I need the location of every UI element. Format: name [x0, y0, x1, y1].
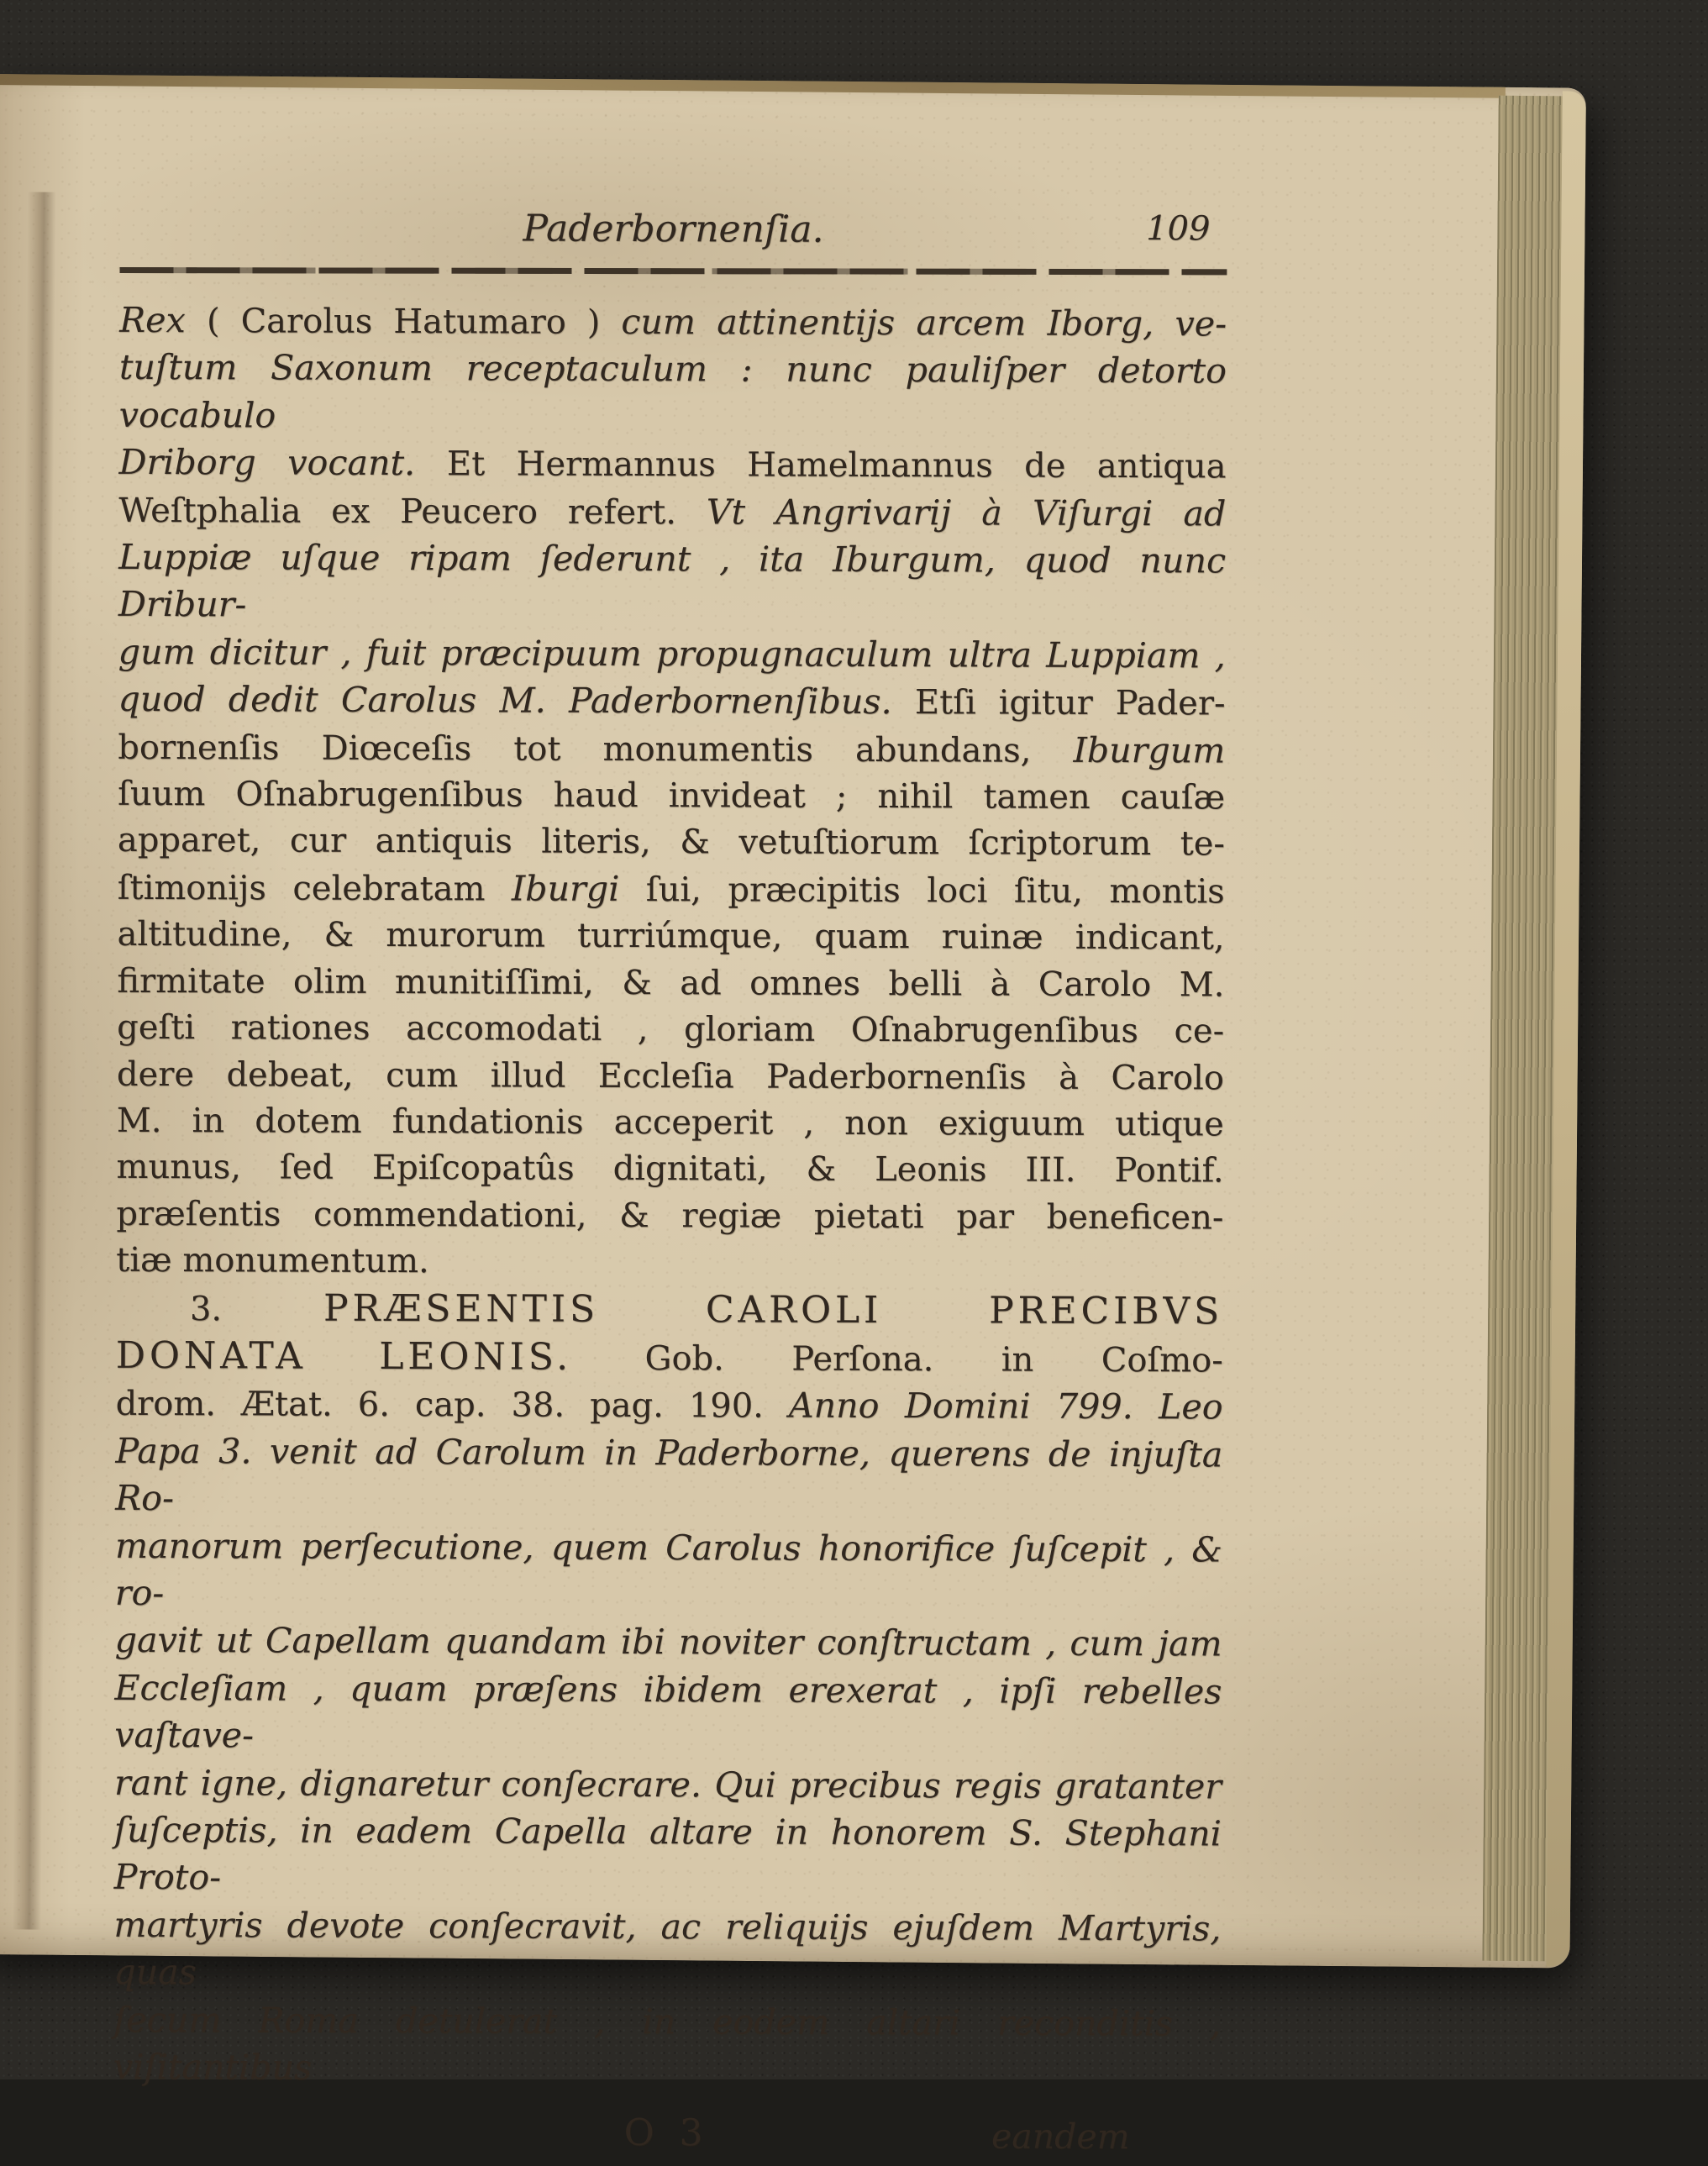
text-line [118, 865, 1225, 916]
text-line [116, 1284, 1223, 1336]
line-segment: cum attinentijs arcem Iborg, ve- [621, 301, 1227, 344]
text-line [114, 1759, 1222, 1811]
line-segment: dere debeat, cum illud Eccleſia Paderbornenſis à Carolo [116, 1054, 1225, 1097]
text-line [118, 439, 1226, 491]
line-segment: ſuſceptis, in eadem Capella altare in honorem S. Stephani Proto- [113, 1809, 1222, 1898]
line-segment: Papa 3. venit ad Carolum in Paderborne, querens de injuſta Ro- [115, 1430, 1223, 1519]
text-lines [113, 297, 1227, 2095]
text-line [116, 1238, 1223, 1288]
text-line [115, 1617, 1222, 1669]
line-segment: Rex [119, 299, 208, 341]
text-line [116, 1333, 1223, 1385]
text-block [113, 202, 1227, 2157]
line-segment: ſecum Roma detulerat , in eodem altari reconditis , viſitantibus [113, 1999, 1222, 2088]
text-line [119, 297, 1227, 349]
text-line [115, 1522, 1222, 1621]
line-segment: apparet, cur antiquis literis, & vetuſtiorum ſcriptorum te- [117, 821, 1226, 864]
text-line [118, 486, 1226, 538]
line-segment: ſui, præcipitis loci ſitu, montis [619, 870, 1225, 912]
text-line [116, 1380, 1223, 1432]
text-line [115, 1428, 1222, 1527]
header-rule [119, 267, 1227, 275]
line-segment: munus, ſed Epiſcopatûs dignitati, & Leonis III. Pontif. [116, 1148, 1224, 1191]
page-number: 109 [1146, 209, 1211, 249]
line-segment: ſtimonijs celebratam [117, 868, 512, 909]
line-segment: Gob. Perſona. in Coſmo- [644, 1339, 1223, 1380]
book-page [0, 74, 1586, 2158]
line-segment: Et Hermannus Hamelmannus de antiqua [446, 444, 1227, 486]
page-header [119, 202, 1227, 262]
line-segment: altitudine, & murorum turriúmque, quam ruinæ indicant, [117, 915, 1225, 958]
running-title: Paderbornenſia. [523, 207, 824, 251]
line-segment: Etſi igitur Pader- [914, 683, 1226, 723]
text-line [118, 724, 1225, 775]
text-line [118, 818, 1225, 868]
line-segment: bornenſis Diœceſis tot monumentis abundans, [118, 728, 1074, 770]
line-segment: Driborg vocant. [118, 442, 448, 484]
text-line [117, 1051, 1224, 1101]
line-segment: Iburgum [1073, 729, 1226, 771]
text-line [117, 959, 1224, 1009]
line-segment: Eccleſiam , quam præſens ibidem erexerat , ipſi rebelles vaſtave- [114, 1667, 1222, 1756]
line-segment: Anno Domini 799. Leo [788, 1385, 1223, 1427]
text-line [118, 629, 1226, 681]
text-line [113, 1996, 1221, 2095]
text-line [118, 676, 1225, 728]
line-segment: gum dicitur , fuit præcipuum propugnaculum ultra Luppiam , [118, 631, 1226, 676]
text-line [114, 1665, 1222, 1764]
book-top-edge [0, 74, 1506, 98]
line-segment: quod dedit Carolus M. Paderbornenſibus. [118, 679, 916, 723]
text-line [113, 1902, 1221, 2000]
line-segment: drom. Ætat. 6. cap. 38. pag. 190. [115, 1385, 790, 1427]
line-segment: præſentis commendationi, & regiæ pietati par beneficen- [116, 1194, 1224, 1238]
catchword: eandem [991, 2116, 1130, 2158]
line-segment: gavit ut Capellam quandam ibi noviter conſtructam , cum jam [114, 1620, 1222, 1664]
text-line [117, 1098, 1224, 1149]
line-segment: M. in dotem fundationis acceperit , non exiguum utique [116, 1101, 1224, 1144]
text-line [119, 344, 1227, 443]
line-segment: PRÆSENTIS CAROLI PRECIBVS [323, 1286, 1224, 1333]
page-footer [113, 2110, 1221, 2157]
line-segment: DONATA LEONIS. [115, 1333, 645, 1380]
text-line [117, 1005, 1224, 1055]
line-segment: tuſtum Saxonum receptaculum : nunc pauliſper detorto vocabulo [118, 347, 1227, 436]
line-segment: Weſtphalia ex Peucero refert. [118, 491, 707, 532]
line-segment: firmitate olim munitiſſimi, & ad omnes belli à Carolo M. [117, 961, 1225, 1005]
line-segment: manorum perſecutione, quem Carolus honorifice ſuſcepit , & ro- [114, 1525, 1223, 1614]
text-line [118, 534, 1226, 633]
line-segment: martyris devote conſecravit, ac reliquijs ejuſdem Martyris, quas [113, 1904, 1222, 1993]
line-segment: ſuum Oſnabrugenſibus haud invideat ; nihil tamen cauſæ [118, 774, 1226, 818]
line-segment: Luppiæ uſque ripam ſederunt , ita Iburgum, quod nunc Dribur- [118, 536, 1227, 625]
line-segment: Vt Angrivarij à Viſurgi ad [706, 491, 1227, 534]
text-line [117, 912, 1224, 962]
text-line [116, 1191, 1223, 1242]
line-segment: geſti rationes accomodati , gloriam Oſnabrugenſibus ce- [117, 1007, 1225, 1051]
text-line [114, 1807, 1222, 1906]
signature-mark: O 3 [623, 2111, 710, 2155]
text-line [118, 771, 1225, 822]
line-segment: 3. [189, 1289, 324, 1329]
line-segment: rant igne, dignaretur conſecrare. Qui precibus regis gratanter [113, 1762, 1222, 1807]
line-segment: Iburgi [511, 868, 620, 909]
line-segment: ( Carolus Hatumaro ) [206, 302, 622, 342]
line-segment: tiæ monumentum. [116, 1240, 429, 1281]
text-line [116, 1144, 1223, 1195]
